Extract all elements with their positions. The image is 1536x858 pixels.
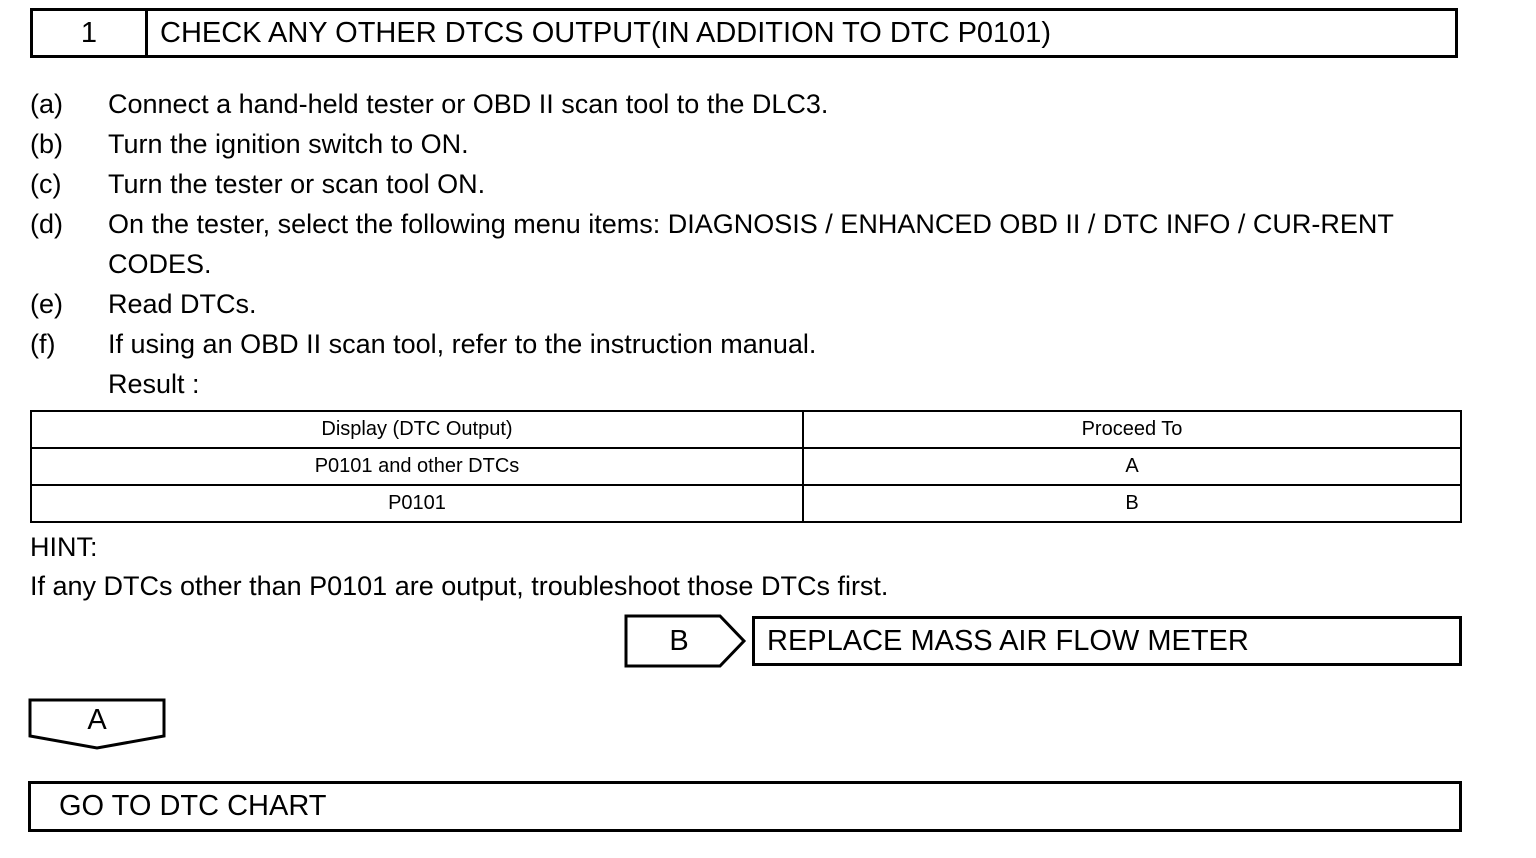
branch-b-arrow — [624, 614, 748, 668]
procedure-steps — [30, 84, 1470, 364]
step-item — [30, 164, 1470, 204]
table-row — [31, 448, 1461, 485]
table-cell: A — [803, 448, 1461, 485]
table-row — [31, 485, 1461, 522]
step-label: (a) — [30, 89, 63, 119]
branch-a-arrow — [28, 698, 166, 750]
step-item — [30, 284, 1470, 324]
step-label: (f) — [30, 329, 56, 359]
step-number: 1 — [33, 11, 148, 55]
step-text: On the tester, select the following menu items: DIAGNOSIS / ENHANCED OBD II / DTC INFO / CUR-RENT CODES. — [108, 209, 1394, 279]
branch-a-action: GO TO DTC CHART — [28, 781, 1462, 832]
step-item — [30, 124, 1470, 164]
table-header: Proceed To — [803, 411, 1461, 448]
step-item — [30, 204, 1470, 284]
step-label: (d) — [30, 209, 63, 239]
step-label: (e) — [30, 289, 63, 319]
step-item — [30, 84, 1470, 124]
step-text: Turn the tester or scan tool ON. — [108, 169, 486, 199]
branch-b-action: REPLACE MASS AIR FLOW METER — [752, 616, 1462, 666]
step-label: (b) — [30, 129, 63, 159]
table-header: Display (DTC Output) — [31, 411, 803, 448]
table-cell: P0101 — [31, 485, 803, 522]
branch-b-label: B — [669, 624, 689, 657]
step-title: CHECK ANY OTHER DTCS OUTPUT(IN ADDITION TO DTC P0101) — [160, 16, 1052, 49]
step-text: If using an OBD II scan tool, refer to the instruction manual. — [108, 329, 817, 359]
step-header — [30, 8, 1458, 58]
table-cell: B — [803, 485, 1461, 522]
hint-text: If any DTCs other than P0101 are output, troubleshoot those DTCs first. — [30, 571, 889, 601]
branch-a-label: A — [87, 704, 107, 736]
table-cell: P0101 and other DTCs — [31, 448, 803, 485]
step-label: (c) — [30, 169, 62, 199]
step-text: Connect a hand-held tester or OBD II scan tool to the DLC3. — [108, 89, 829, 119]
result-table — [30, 410, 1462, 523]
step-text: Read DTCs. — [108, 289, 257, 319]
result-label: Result : — [108, 369, 200, 399]
step-text: Turn the ignition switch to ON. — [108, 129, 469, 159]
hint-label: HINT: — [30, 532, 98, 562]
step-item — [30, 324, 1470, 364]
table-header-row — [31, 411, 1461, 448]
